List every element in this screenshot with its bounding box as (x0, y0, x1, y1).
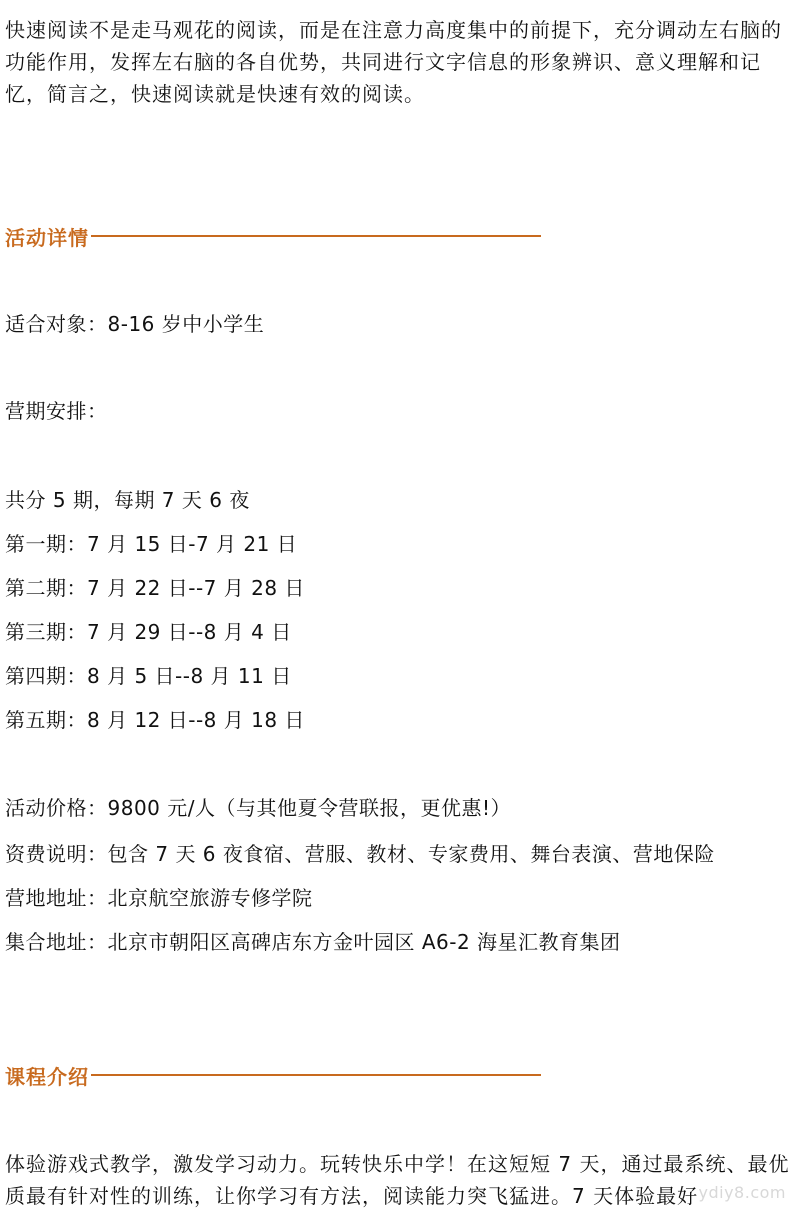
schedule-heading: 营期安排： (5, 399, 108, 423)
section-header-activity (5, 222, 541, 250)
section-divider (91, 1074, 541, 1076)
section-header-course (5, 1061, 541, 1089)
price-line: 活动价格：9800 元/人（与其他夏令营联报，更优惠!） (5, 796, 512, 820)
schedule-session: 第四期：8 月 5 日--8 月 11 日 (5, 664, 292, 688)
audience-line: 适合对象：8-16 岁中小学生 (5, 312, 265, 336)
section-title-activity: 活动详情 (5, 225, 89, 250)
course-paragraph: 体验游戏式教学，激发学习动力。玩转快乐中学！在这短短 7 天，通过最系统、最优质最有针对性的训练，让你学习有方法，阅读能力突飞猛进。7 天体验最好 (5, 1152, 790, 1208)
schedule-summary: 共分 5 期，每期 7 天 6 夜 (5, 488, 250, 512)
schedule-session: 第三期：7 月 29 日--8 月 4 日 (5, 620, 292, 644)
schedule-session: 第二期：7 月 22 日--7 月 28 日 (5, 576, 305, 600)
meeting-address-line: 集合地址：北京市朝阳区高碑店东方金叶园区 A6-2 海星汇教育集团 (5, 930, 621, 954)
section-divider (91, 235, 541, 237)
site-watermark: ydiy8.com (698, 1183, 786, 1202)
camp-address-line: 营地地址：北京航空旅游专修学院 (5, 886, 313, 910)
schedule-session: 第五期：8 月 12 日--8 月 18 日 (5, 708, 305, 732)
schedule-session: 第一期：7 月 15 日-7 月 21 日 (5, 532, 298, 556)
section-title-course: 课程介绍 (5, 1064, 89, 1089)
fee-note-line: 资费说明：包含 7 天 6 夜食宿、营服、教材、专家费用、舞台表演、营地保险 (5, 842, 715, 866)
intro-paragraph: 快速阅读不是走马观花的阅读，而是在注意力高度集中的前提下，充分调动左右脑的功能作用，发挥左右脑的各自优势，共同进行文字信息的形象辨识、意义理解和记忆，简言之，快速阅读就是快速有效的阅读。 (5, 18, 782, 106)
